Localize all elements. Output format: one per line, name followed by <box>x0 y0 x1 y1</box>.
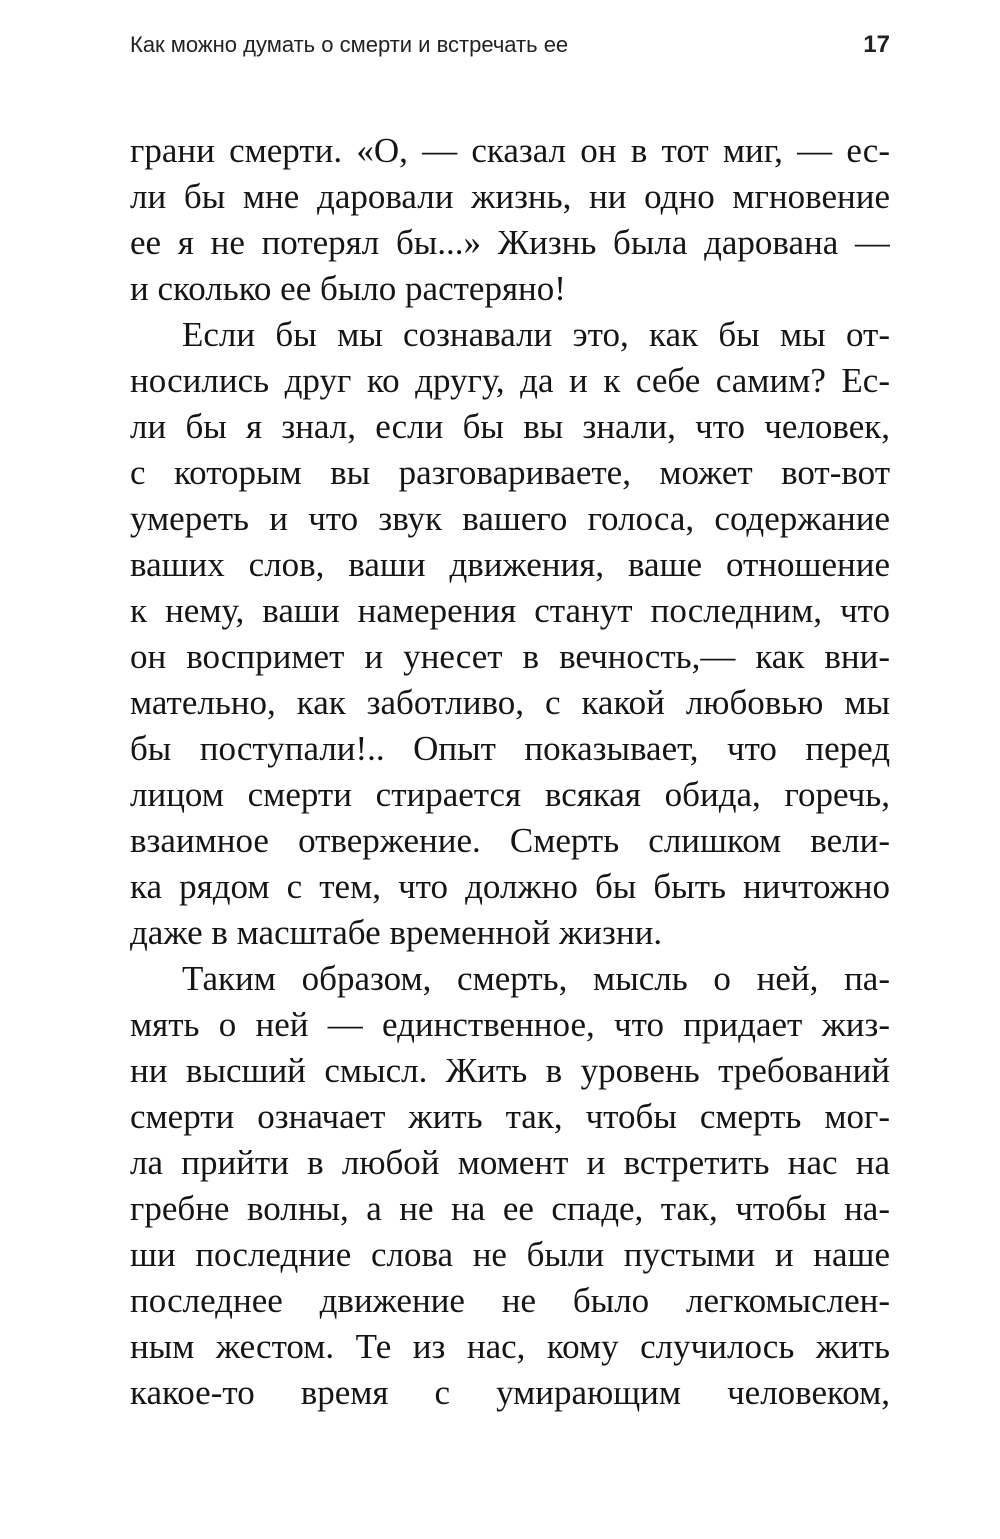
text-line: Если бы мы сознавали это, как бы мы от- <box>182 315 890 354</box>
text-line: и сколько ее было растеряно! <box>130 269 566 308</box>
running-head <box>130 30 890 60</box>
text-line: бы поступали!.. Опыт показывает, что перед <box>130 729 890 768</box>
text-line: гребне волны, а не на ее спаде, так, чтобы на- <box>130 1189 890 1228</box>
text-line: ла прийти в любой момент и встретить нас на <box>130 1143 890 1182</box>
text-line: Таким образом, смерть, мысль о ней, па- <box>182 959 890 998</box>
text-line: последнее движение не было легкомыслен- <box>130 1281 890 1320</box>
text-line: он воспримет и унесет в вечность,— как вни- <box>130 637 890 676</box>
text-line: ли бы мне даровали жизнь, ни одно мгновение <box>130 177 890 216</box>
text-line: ни высший смысл. Жить в уровень требований <box>130 1051 890 1090</box>
text-line: мять о ней — единственное, что придает жиз- <box>130 1005 890 1044</box>
text-line: грани смерти. «О, — сказал он в тот миг, — ес- <box>130 131 890 170</box>
text-line: ши последние слова не были пустыми и наше <box>130 1235 890 1274</box>
running-title: Как можно думать о смерти и встречать ее <box>130 32 569 57</box>
text-line: взаимное отвержение. Смерть слишком вели- <box>130 821 890 860</box>
text-line: смерти означает жить так, чтобы смерть мог- <box>130 1097 890 1136</box>
text-line: носились друг ко другу, да и к себе самим? Ес- <box>130 361 890 400</box>
text-line: мательно, как заботливо, с какой любовью мы <box>130 683 890 722</box>
text-line: к нему, ваши намерения станут последним, что <box>130 591 890 630</box>
page-number: 17 <box>863 31 890 58</box>
text-line: ваших слов, ваши движения, ваше отношение <box>130 545 890 584</box>
text-body <box>130 128 890 1416</box>
text-line: какое-то время с умирающим человеком, <box>130 1373 890 1412</box>
text-line: с которым вы разговариваете, может вот-вот <box>130 453 890 492</box>
text-line: умереть и что звук вашего голоса, содержание <box>130 499 890 538</box>
text-line: ка рядом с тем, что должно бы быть ничтожно <box>130 867 890 906</box>
text-line: ли бы я знал, если бы вы знали, что человек, <box>130 407 890 446</box>
text-line: даже в масштабе временной жизни. <box>130 913 663 952</box>
text-line: ее я не потерял бы...» Жизнь была дарована — <box>130 223 890 262</box>
text-line: лицом смерти стирается всякая обида, горечь, <box>130 775 890 814</box>
text-line: ным жестом. Те из нас, кому случилось жить <box>130 1327 890 1366</box>
